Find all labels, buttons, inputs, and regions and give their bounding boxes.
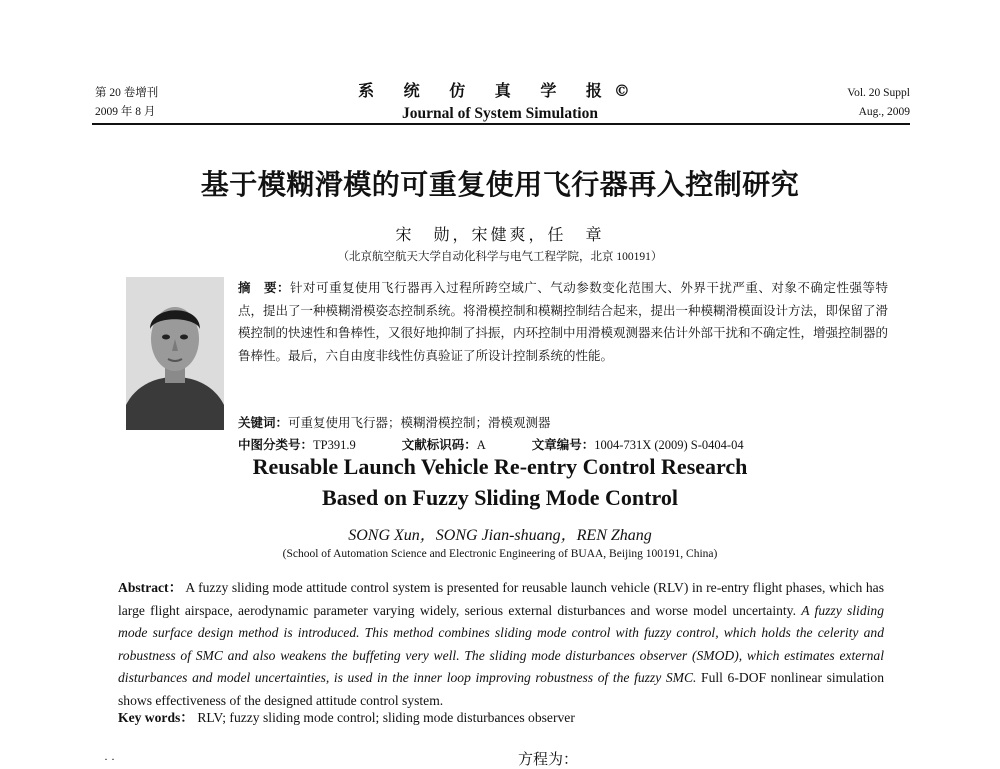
paper-title-cn: 基于模糊滑模的可重复使用飞行器再入控制研究 (200, 168, 800, 201)
abstract-en-part1: A fuzzy sliding mode attitude control system is presented for reusable launch vehicle (RLV) in re-entry flight phases, which has large flight airspace, aerodynamic parameter varying widely, serious external disturbances and worse model uncertainty. (118, 580, 884, 618)
author-portrait-icon (126, 277, 224, 430)
keywords-cn (238, 412, 888, 434)
meta-cn (238, 412, 888, 456)
affiliation-cn: （北京航空航天大学自动化科学与电气工程学院，北京 100191） (337, 251, 663, 263)
abstract-en-part3: Full 6-DOF nonlinear simulation shows effectiveness of the designed attitude control system. (118, 670, 884, 708)
footer-left-fragment: · · (104, 752, 115, 766)
keywords-en (118, 707, 884, 729)
journal-name-en: Journal of System Simulation (402, 105, 598, 122)
abstract-cn-label: 摘 要： (238, 280, 291, 295)
title-en-line1: Reusable Launch Vehicle Re-entry Control Research (252, 454, 748, 479)
keywords-cn-label: 关键词： (238, 415, 289, 430)
affiliation-en: (School of Automation Science and Electronic Engineering of BUAA, Beijing 100191, China) (282, 548, 718, 560)
footer-center-fragment: 方程为： (518, 750, 579, 768)
title-en-line2: Based on Fuzzy Sliding Mode Control (322, 485, 678, 510)
keywords-en-text: RLV; fuzzy sliding mode control; sliding mode disturbances observer (197, 710, 575, 725)
abstract-en (118, 577, 884, 712)
doc-code-value: A (476, 438, 486, 452)
journal-name-cn: 系 统 仿 真 学 报© (358, 81, 642, 100)
abstract-en-part2: A fuzzy sliding mode surface design method is introduced. This method combines sliding mode control with fuzzy control, which holds the celerity and robustness of SMC and also weakens the buffeting very well. The sliding mode disturbances observer (SMOD), which estimates external disturbances and model uncertainties, is used in the inner loop improving robustness of the fuzzy SMC. (118, 602, 884, 685)
author-photo (126, 277, 224, 430)
authors-cn: 宋 勋，宋健爽，任 章 (395, 227, 605, 244)
keywords-en-label: Key words： (118, 710, 194, 725)
article-number-value: 1004-731X (2009) S-0404-04 (594, 438, 744, 452)
volume-cn: 第 20 卷增刊 (95, 87, 159, 99)
date-en: Aug., 2009 (858, 106, 910, 118)
volume-en: Vol. 20 Suppl (847, 87, 910, 99)
clc-value: TP391.9 (313, 438, 356, 452)
doc-code-label: 文献标识码： (401, 437, 477, 452)
abstract-cn-text: 针对可重复使用飞行器再入过程所跨空域广、气动参数变化范围大、外界干扰严重、对象不确定性强等特点，提出了一种模糊滑模姿态控制系统。将滑模控制和模糊控制结合起来，提出一种模糊滑模面设计方法，即保留了滑模控制的快速性和鲁棒性，又很好地抑制了抖振，内环控制中用滑模观测器来估计外部干扰和不确定性，增强控制器的鲁棒性。最后，六自由度非线性仿真验证了所设计控制系统的性能。 (238, 281, 889, 363)
abstract-en-label: Abstract： (118, 580, 183, 595)
date-cn: 2009 年 8 月 (95, 106, 156, 118)
paper-title-en (0, 451, 1000, 513)
keywords-cn-text: 可重复使用飞行器；模糊滑模控制；滑模观测器 (288, 416, 551, 430)
article-number-label: 文章编号： (531, 437, 595, 452)
authors-en: SONG Xun，SONG Jian-shuang，REN Zhang (348, 527, 652, 544)
header-right (847, 84, 910, 122)
clc-label: 中图分类号： (238, 437, 314, 452)
abstract-cn (238, 277, 888, 367)
header-rule (92, 123, 910, 125)
